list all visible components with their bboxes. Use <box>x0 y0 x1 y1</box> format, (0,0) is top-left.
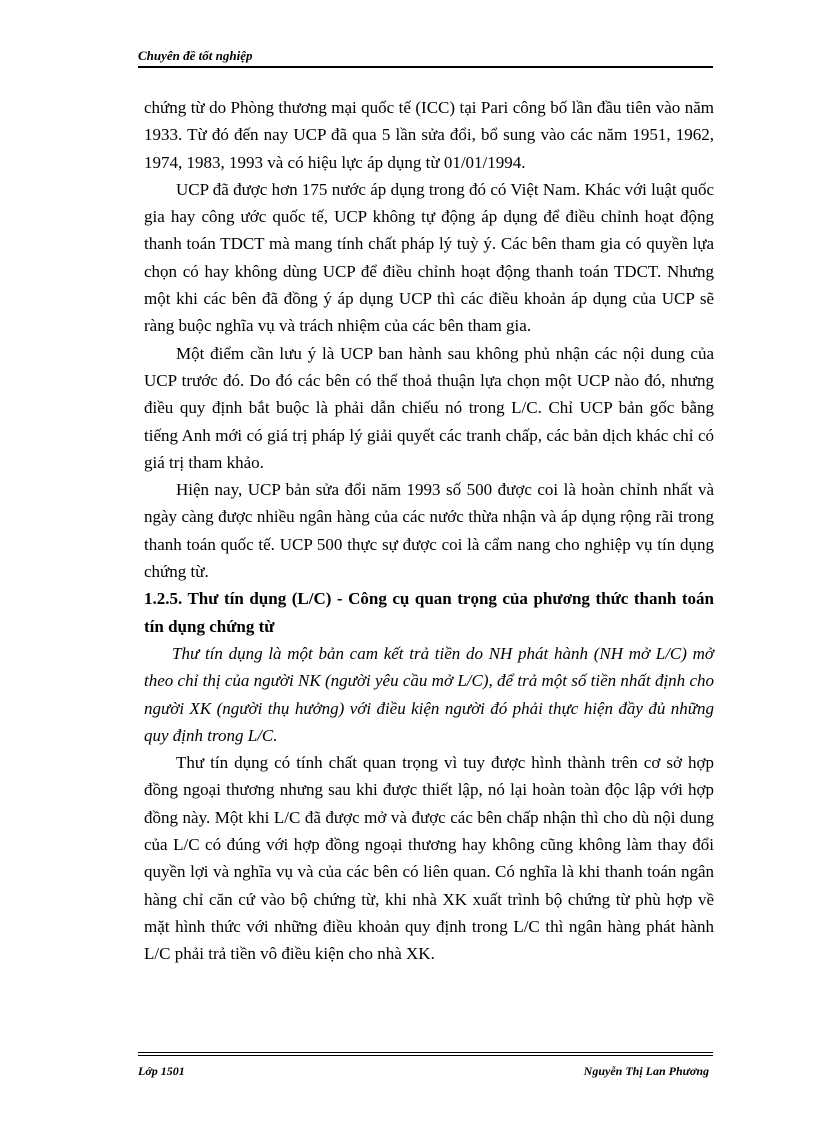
paragraph-continuation: chứng từ do Phòng thương mại quốc tế (ICC) tại Pari công bố lần đầu tiên vào năm 1933. Từ đó đến nay UCP đã qua 5 lần sửa đổi, bổ sung vào các năm 1951, 1962, 1974, 1983, 1993 và có hiệu lực áp dụng từ 01/01/1994. <box>144 98 714 172</box>
footer-rule <box>138 1052 713 1053</box>
paragraph-lc-importance: Thư tín dụng có tính chất quan trọng vì tuy được hình thành trên cơ sở hợp đồng ngoại thương nhưng sau khi được thiết lập, nó lại hoàn toàn độc lập với hợp đồng này. Một khi L/C đã được mở và được các bên chấp nhận thì cho dù nội dung của L/C có đúng với hợp đồng ngoại thương hay không cũng không làm thay đổi quyền lợi và nghĩa vụ và của các bên có liên quan. Có nghĩa là khi thanh toán ngân hàng chỉ căn cứ vào bộ chứng từ, khi nhà XK xuất trình bộ chứng từ phù hợp về mặt hình thức với những điều khoản quy định trong L/C thì ngân hàng phát hành L/C phải trả tiền vô điều kiện cho nhà XK. <box>144 753 714 964</box>
page-header <box>138 48 713 66</box>
paragraph-ucp-note: Một điểm cần lưu ý là UCP ban hành sau không phủ nhận các nội dung của UCP trước đó. Do đó các bên có thể thoả thuận lựa chọn một UCP nào đó, nhưng điều quy định bắt buộc là phải dẫn chiếu nó trong L/C. Chỉ UCP bản gốc bằng tiếng Anh mới có giá trị pháp lý giải quyết các tranh chấp, các bản dịch khác chỉ có giá trị tham khảo. <box>144 343 714 472</box>
footer-author-name: Nguyễn Thị Lan Phương <box>583 1064 709 1078</box>
footer-class-label: Lớp 1501 <box>138 1064 185 1078</box>
paragraph-ucp-adoption: UCP đã được hơn 175 nước áp dụng trong đó có Việt Nam. Khác với luật quốc gia hay công ước quốc tế, UCP không tự động áp dụng để điều chỉnh hoạt động thanh toán TDCT mà mang tính chất pháp lý tuỳ ý. Các bên tham gia có quyền lựa chọn có hay không dùng UCP để điều chỉnh hoạt động thanh toán TDCT. Nhưng một khi các bên đã đồng ý áp dụng UCP thì các điều khoản áp dụng của UCP sẽ ràng buộc nghĩa vụ và trách nhiệm của các bên tham gia. <box>144 179 714 336</box>
definition-paragraph: Thư tín dụng là một bản cam kết trả tiền do NH phát hành (NH mở L/C) mở theo chỉ thị của người NK (người yêu cầu mở L/C), để trả một số tiền nhất định cho người XK (người thụ hưởng) với điều kiện người đó phải thực hiện đầy đủ những quy định trong L/C. <box>144 643 714 745</box>
footer-rule-thin <box>138 1055 713 1056</box>
section-heading: 1.2.5. Thư tín dụng (L/C) - Công cụ quan trọng của phương thức thanh toán tín dụng chứng từ <box>144 589 714 636</box>
page-footer <box>138 1052 713 1082</box>
header-title: Chuyên đề tốt nghiệp <box>138 48 253 63</box>
header-rule <box>138 66 713 68</box>
document-body <box>144 94 714 968</box>
paragraph-ucp-500: Hiện nay, UCP bản sửa đổi năm 1993 số 500 được coi là hoàn chỉnh nhất và ngày càng được nhiều ngân hàng của các nước thừa nhận và áp dụng rộng rãi trong thanh toán quốc tế. UCP 500 thực sự được coi là cẩm nang cho nghiệp vụ tín dụng chứng từ. <box>144 480 714 582</box>
